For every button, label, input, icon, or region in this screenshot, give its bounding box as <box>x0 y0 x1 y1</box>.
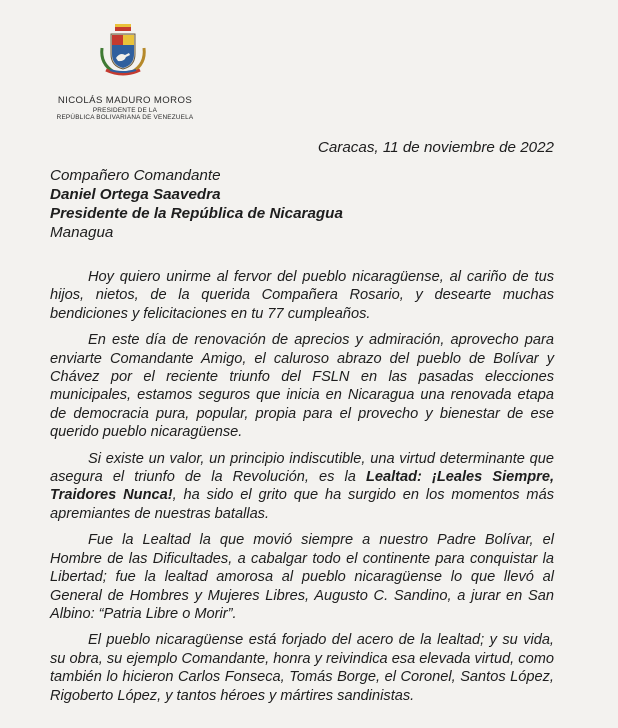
paragraph-1: Hoy quiero unirme al fervor del pueblo nicaragüense, al cariño de tus hijos, nietos, de la querida Compañera Rosario, y desearte muchas bendiciones y felicitaciones en tu 77 cumpleaños. <box>50 269 554 322</box>
recipient-name: Daniel Ortega Saavedra <box>50 186 221 203</box>
recipient-title: Presidente de la República de Nicaragua <box>50 205 343 222</box>
paragraph-5: El pueblo nicaragüense está forjado del acero de la lealtad; y su vida, su obra, su ejemplo Comandante, honra y reivindica esa elevada virtud, como también lo hicieron Carlos Fonseca, Tomás Borge, el Coronel, Santos López, Rigoberto López, y tantos héroes y mártires sandinistas. <box>50 632 554 704</box>
recipient-city: Managua <box>50 224 114 241</box>
paragraph-3-end: , ha sido el grito que ha surgido en los momentos más apremiantes de nuestras batallas. <box>50 487 554 522</box>
sender-name: NICOLÁS MADURO MOROS <box>57 95 193 106</box>
sender-title-line-1: PRESIDENTE DE LA <box>92 106 158 114</box>
paragraph-4: Fue la Lealtad la que movió siempre a nuestro Padre Bolívar, el Hombre de las Dificultades, a cabalgar todo el continente para conquistar la Libertad; fue la lealtad amorosa al pueblo nicaragüense lo que llevó al General de Hombres y Mujeres Libres, Augusto C. Sandino, a jurar en San Albino: “Patria Libre o Morir”. <box>50 532 554 622</box>
letter-date: Caracas, 11 de noviembre de 2022 <box>317 139 554 156</box>
letter-body <box>50 268 554 705</box>
coat-of-arms-icon <box>98 24 148 76</box>
paragraph-2: En este día de renovación de aprecios y admiración, aprovecho para enviarte Comandante Amigo, el caluroso abrazo del pueblo de Bolívar y Chávez por el reciente triunfo del FSLN en las pasadas elecciones municipales, estamos seguros que inicia en Nicaragua una renovada etapa de democracia pura, popular, propia para el provecho y bienestar de ese querido pueblo nicaragüense. <box>50 332 554 441</box>
paragraph-3-start: Si existe un valor, un principio indiscutible, una virtud determinante que asegura el triunfo de la Revolución, es la <box>50 450 554 486</box>
loyalty-motto: Lealtad: ¡Leales Siempre, Traidores Nunca! <box>50 469 554 504</box>
sender-title-line-2: REPÚBLICA BOLIVARIANA DE VENEZUELA <box>56 113 194 121</box>
recipient-block <box>50 166 343 242</box>
letterhead <box>50 96 200 121</box>
recipient-salutation: Compañero Comandante <box>50 167 221 184</box>
paragraph-3 <box>50 450 554 524</box>
